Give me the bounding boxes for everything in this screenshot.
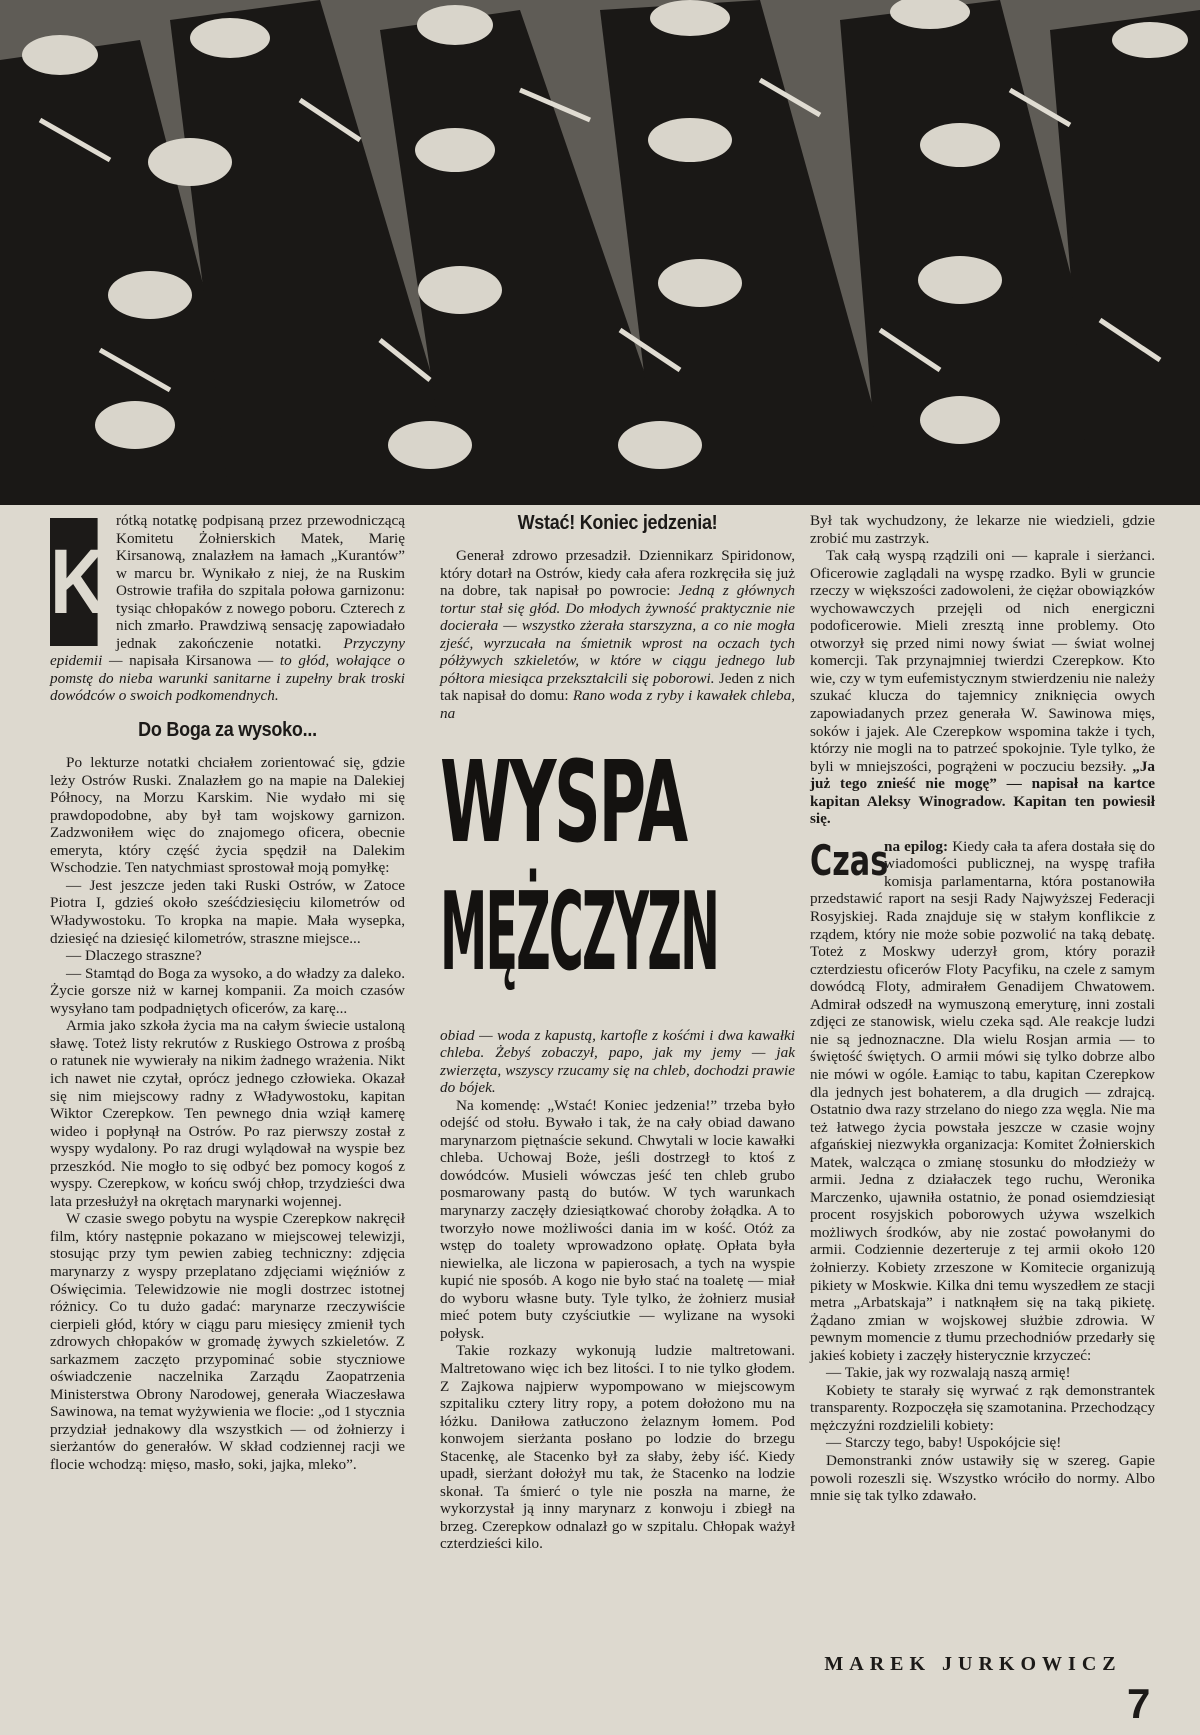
author-byline: MAREK JURKOWICZ (824, 1653, 1122, 1675)
paragraph: W czasie swego pobytu na wyspie Czerepkow nakręcił film, który następnie pokazano w miejscowej telewizji, stosując przy tym pewien zabieg techniczny: zdjęcia marynarzy z wyspy przeplatano zdjęciami więźniów z Oświęcimia. Telewidzowie nie mogli dostrzec istotnej różnicy. Co tu dużo gadać: marynarze rzeczywiście cierpieli głód, który w ciągu paru miesięcy zmienił tych zdrowych chłopaków w gromadę żywych szkieletów. Z sarkazmem zaczęto przypominać sobie styczniowe oświadczenie naczelnika Zarządu Zaopatrzenia Ministerstwa Obrony Narodowej, generała Wiaczesława Sawinowa, na temat wyżywienia we flocie: „od 1 stycznia przydział jednakowy dla wszystkich — od żołnierzy i sierżantów do generałów. W skład codziennej racji we flocie wchodzą: mięso, masło, soki, jajka, mleko”. (50, 1210, 405, 1473)
paragraph: obiad — woda z kapustą, kartofle z kośćmi i dwa kawałki chleba. Żebyś zobaczył, papo, jak my jemy — jak zwierzęta, wszyscy rzucamy się na chleb, dochodzi prawie do bójek. (440, 1026, 795, 1097)
paragraph: — Takie, jak wy rozwalają naszą armię! (826, 1364, 1071, 1382)
paragraph: Armia jako szkoła życia ma na całym świecie ustaloną sławę. Toteż listy rekrutów z Ruskiego Ostrowa z prośbą o ratunek nie wywierały na nikim żadnego wrażenia. Nikt ich nawet nie czytał, oprócz jednego człowieka. Okazał się nim miejscowy radny z Władywostoku, kapitan Wiktor Czerepkow. Ten pewnego dnia wziął kamerę wideo i popłynął na Ostrów. Po raz pierwszy został z wyspy wydalony. Po raz drugi wylądował na wyspie bez przeszkód. Nie mogło to się odbyć bez pomocy kogoś z wyspy. Czerepkow, w końcu swój chłop, trzydzieści dwa lata przesłużył na okrętach marynarki wojennej. (50, 1017, 405, 1210)
czas-initial: Czas (810, 835, 889, 885)
page-number: 7 (1127, 1680, 1151, 1727)
paragraph: — Dlaczego straszne? (66, 947, 202, 965)
paragraph: Generał zdrowo przesadził. Dziennikarz Spiridonow, który dotarł na Ostrów, kiedy cała afera rozkręciła się już na dobre, tak napisał po powrocie: Jedną z głównych tortur stał się głód. Do młodych żywność praktycznie nie docierała — wszystko zżerała starszyzna, a co nie mogła zjeść, wyrzucała na śmietnik wprost na oczach tych półżywych szkieletów, w które w ciągu jednego lub półtora miesiąca przekształcili się poborowi. Jeden z nich tak napisał do domu: Rano woda z ryby i kawałek chleba, na (440, 547, 796, 723)
paragraph: — Starczy tego, baby! Uspokójcie się! (826, 1434, 1062, 1452)
paragraph: — Stamtąd do Boga za wysoko, a do władzy za daleko. Życie gorsze niż w karnej kompanii. Za moich czasów wysyłano tam podpadniętych oficerów, za karę... (50, 964, 405, 1017)
paragraph: — Jest jeszcze jeden taki Ruski Ostrów, w Zatoce Piotra I, gdzieś około sześćdziesięciu kilometrów od Władywostoku. To kropka na mapie. Mała wysepka, dziesięć na dziesięć kilometrów, straszne miejsce... (50, 876, 405, 947)
subhead-wstac: Wstać! Koniec jedzenia! (517, 512, 718, 534)
column-2 (440, 512, 795, 1553)
intro-paragraph: rótką notatkę podpisaną przez przewodniczącą Komitetu Żołnierskich Matek, Marię Kirsanową, znalazłem na łamach „Kurantów” w marcu br. Wynikało z niej, że na Ruskim Ostrowie trafiła do szpitala połowa garnizonu: tysiąc chłopaków z nowego poboru. Czterech z nich zmarło. Prawdziwą sensację zapowiadało jednak zakończenie notatki. Przyczyny epidemii — napisała Kirsanowa — to głód, wołające o pomstę do nieba warunki sanitarne i zupełny brak troski dowódców o swoich podkomendnych. (50, 512, 405, 705)
marching-sailors-photo (0, 0, 1200, 505)
paragraph: Takie rozkazy wykonują ludzie maltretowani. Maltretowano więc ich bez litości. I to nie tylko głodem. Z Zajkowa najpierw wypompowano w miejscowym szpitaliku cztery litry ropy, a potem dołożono mu na łóżku. Daniłowa zatłuczono żelaznym łomem. Pod konwojem sierżanta posłano po lodzie do brzegu Stacenkę, ale Stacenko był za słaby, żeby iść. Kiedy upadł, sierżant dołożył mu tak, że Stacenko na lodzie skonał. Ta śmierć o tyle nie poszła na marne, że wykorzystał ją inny marynarz z konwoju i zbiegł na brzeg. Czerepkow odnalazł go w szpitalu. Chłopak ważył czterdzieści kilo. (440, 1342, 795, 1553)
title-word-wyspa: WYSPA (440, 737, 686, 868)
drop-cap: K (50, 518, 98, 646)
paragraph: Tak całą wyspą rządzili oni — kaprale i sierżanci. Oficerowie zaglądali na wyspę rzadko. Byli w gruncie rzeczy w większości zadowoleni, że ciężar obowiązków wychowawczych przejęli od nich energiczni podoficerowie. Mieli zresztą inne problemy. Oto otworzył się przed nimi nowy świat — świat wolnej komercji. Tak przynajmniej twierdzi Czerepkow. Kto wie, czy w tym eufemistycznym stwierdzeniu nie należy szukać klucza do tajemnicy zniknięcia owych zapowiadanych przez generała W. Sawinowa mięs, soków i jajek. Ale Czerepkow wspomina także i tych, którzy nie mogli na to patrzeć spokojnie. Tyle tylko, że byli w mniejszości, pogrążeni w poczuciu bezsiły. „Ja już tego znieść nie mogę” — napisał na kartce kapitan Aleksy Winogradow. Kapitan ten powiesił się. (810, 547, 1155, 828)
marching-sailors-photo-icon (0, 0, 1200, 505)
paragraph: Kobiety te starały się wyrwać z rąk demonstrantek transparenty. Rozpoczęła się szamotanina. Przechodzący mężczyźni rozdzielili kobiety: (810, 1381, 1155, 1434)
paragraph: Czas na epilog: Kiedy cała ta afera dostała się do wiadomości publicznej, na wyspę trafiła komisja parlamentarna, która postanowiła przedstawić raport na sesji Rady Najwyższej Federacji Rosyjskiej. Rada znajduje się w stałym konflikcie z rządem, który nie może sobie pozwolić na taką debatę. Toteż z Moskwy uderzył grom, który poraził czterdziestu oficerów Floty Pacyfiku, na czele z samym dowódcą Floty, admirałem Genadijem Chwatowem. Admirał odszedł na wymuszoną emeryturę, inni zostali zdjęci ze stanowisk, wielu czeka sąd. Ale reakcje ludzi nie są jednoznaczne. Dla wielu Rosjan armia — to świętość świętych. O armii mówi się tylko dobrze albo nie mówi w ogóle. Łamiąc to tabu, kapitan Czerepkow dla jednych jest bohaterem, a dla drugich — zdrajcą. Ostatnio dwa razy strzelano do niego zza węgla. Nie ma też łatwego życia powstała jeszcze w czasie wojny afgańskiej niezwykła organizacja: Komitet Żołnierskich Matek, walcząca o zmianę stosunku do młodzieży w armii. Jedna z działaczek tego ruchu, Weronika Marczenko, ujawniła ostatnio, że ponad osiemdziesiąt procent rosyjskich poborowych używa wszelkich możliwych środków, aby nie zostać powołanymi do armii. Codziennie dezerteruje z tej armii około 120 żołnierzy. Kobiety zrzeszone w Komitecie organizują pikiety w Moskwie. Kilka dni temu wyszedłem ze stacji metra „Arbatskaja” i natknąłem się na taką pikietę. Żądano zmian w wojskowej służbie zdrowia. W pewnym momencie z tłumu przechodniów przedarły się jakieś kobiety i zaczęły histerycznie krzyczeć: (810, 835, 1155, 1364)
column-1 (50, 512, 405, 1474)
title-word-mezczyzn: MĘŻCZYZN (440, 869, 719, 995)
subhead-do-boga: Do Boga za wysoko... (138, 719, 317, 742)
paragraph: Demonstranki znów ustawiły się w szereg. Gapie powoli rozeszli się. Wszystko wróciło do normy. Albo mnie się tak tylko zdawało. (810, 1451, 1155, 1505)
paragraph: Był tak wychudzony, że lekarze nie wiedzieli, gdzie zrobić mu zastrzyk. (810, 512, 1155, 547)
paragraph: Na komendę: „Wstać! Koniec jedzenia!” trzeba było odejść od stołu. Bywało i tak, że na cały obiad dawano marynarzom piętnaście sekund. Chwytali w locie kawałki chleba. Uchowaj Boże, jeśli dostrzegł to ktoś z dowódców. Musieli wówczas jeść ten chleb grubo posmarowany pastą do butów. W tych warunkach marynarzy zaczęły dziesiątkować choroby żołądka. A to tworzyło nowe możliwości dania im w kość. Otóż za wstęp do toalety wprowadzono opłatę. Opłata była niewielka, ale liczona w papierosach, a tych na wyspie kupić nie sposób. A kogo nie było stać na toaletę — miał do wyboru własne buty. Tyle tylko, że żołnierz musiał mieć potem buty czyściutkie — wylizane na wysoki połysk. (440, 1096, 795, 1342)
column-3 (810, 512, 1155, 1505)
paragraph: Po lekturze notatki chciałem zorientować się, gdzie leży Ostrów Ruski. Znalazłem go na mapie na Dalekiej Północy, na Morzu Karskim. Nie wydało mi się prawdopodobne, aby był tam wojskowy garnizon. Zadzwoniłem więc do znajomego oficera, obecnie emeryta, który część życia spędził na Dalekim Wschodzie. Ten natychmiast sprostował moją pomyłkę: (50, 754, 405, 877)
article-title (440, 729, 795, 1019)
